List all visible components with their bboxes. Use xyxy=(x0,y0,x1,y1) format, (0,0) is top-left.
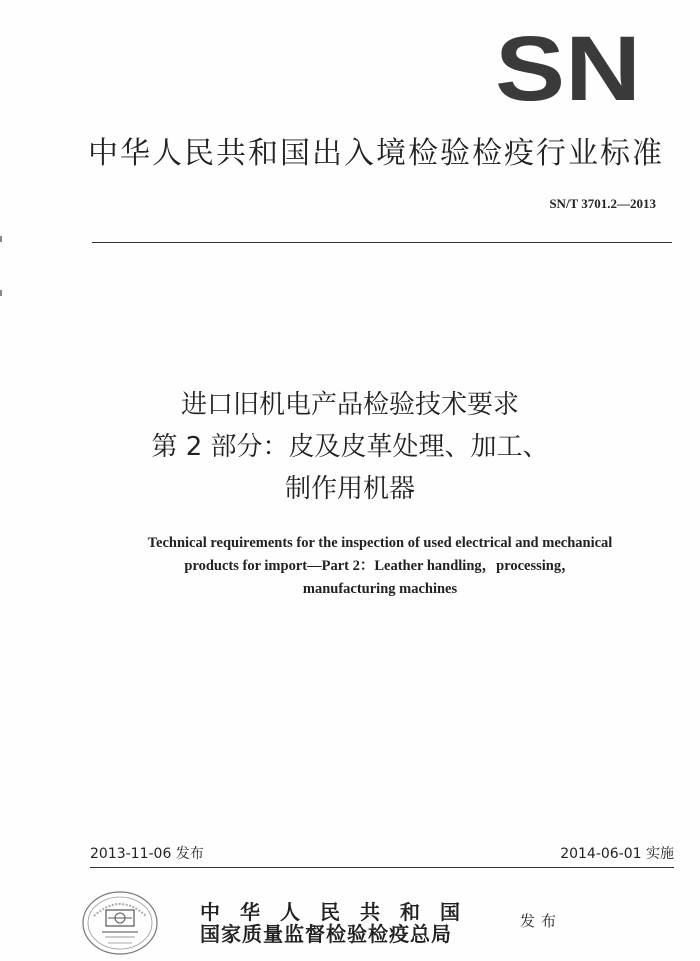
publisher-line-2: 国家质量监督检验检疫总局 xyxy=(200,922,452,946)
footer-divider xyxy=(90,867,674,868)
english-title-line-1: Technical requirements for the inspection of used electrical and mechanical xyxy=(147,535,613,551)
english-title-line-3: manufacturing machines xyxy=(302,581,458,597)
chinese-title-line-3: 制作用机器 xyxy=(284,474,415,504)
issue-date: 2013-11-06 发布 xyxy=(90,846,204,862)
organization-title: 中华人民共和国出入境检验检疫行业标准 xyxy=(88,136,664,171)
seal-graphic xyxy=(80,890,160,956)
header-divider xyxy=(92,242,672,243)
sn-logo-text: SN xyxy=(495,30,641,108)
publisher-line-1: 中华人民共和国 xyxy=(200,900,480,924)
chinese-title xyxy=(0,384,700,510)
publisher-suffix: 发布 xyxy=(520,912,563,930)
scan-edge-mark xyxy=(0,236,2,242)
implementation-date: 2014-06-01 实施 xyxy=(560,846,674,862)
sn-logo xyxy=(493,30,643,108)
english-title-line-2: products for import—Part 2：Leather handling，processing， xyxy=(184,558,576,574)
publisher-seal xyxy=(80,890,160,956)
chinese-title-line-1: 进口旧机电产品检验技术要求 xyxy=(180,390,519,420)
standard-code: SN/T 3701.2—2013 xyxy=(549,196,656,211)
sn-logo-graphic xyxy=(493,30,643,108)
english-title xyxy=(100,532,660,601)
scan-edge-mark xyxy=(0,290,2,296)
chinese-title-line-2: 第 2 部分：皮及皮革处理、加工、 xyxy=(151,432,549,462)
